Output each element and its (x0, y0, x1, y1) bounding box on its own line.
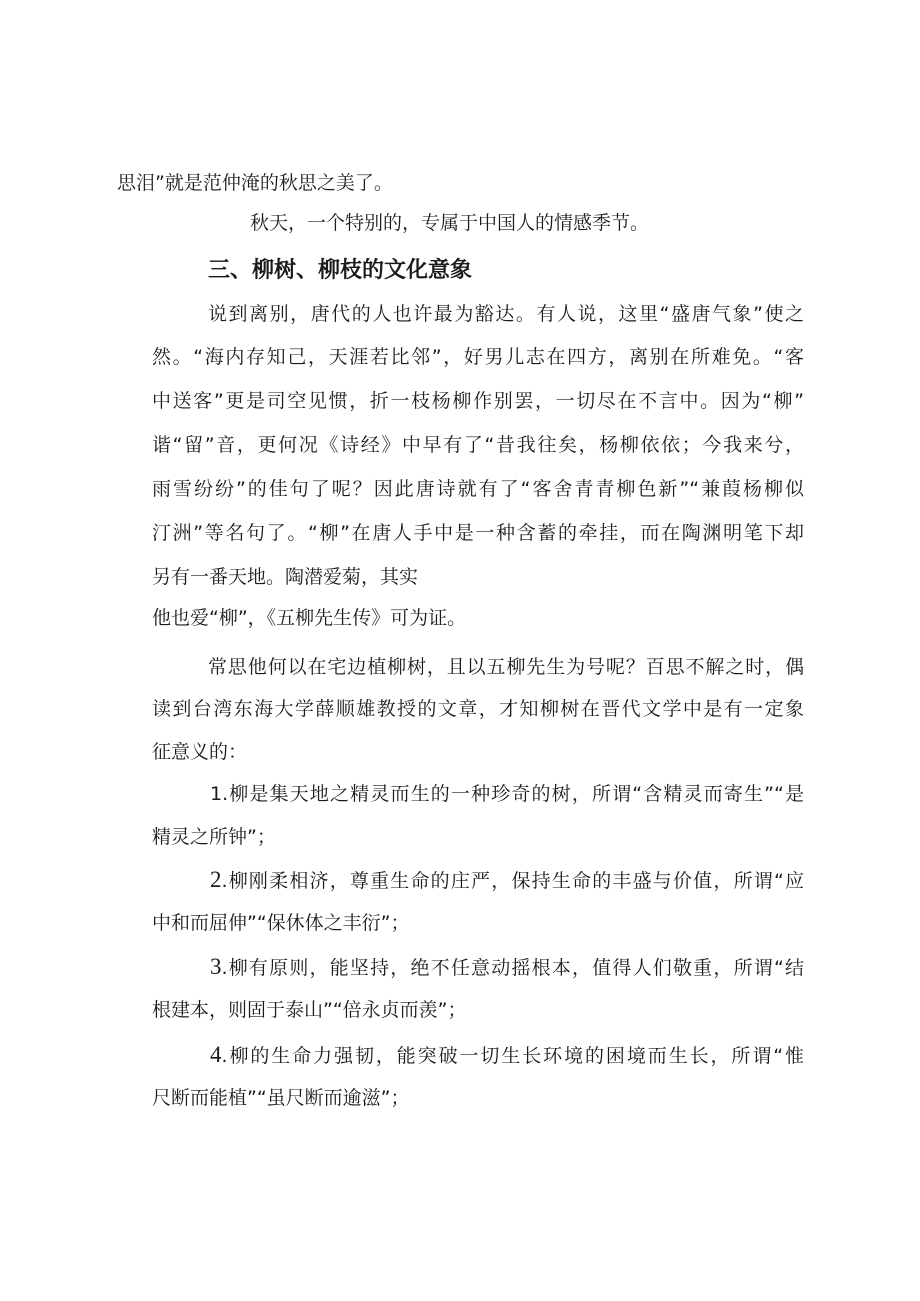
list-item-line (210, 1043, 804, 1068)
list-item-line: 精灵之所钟”； (152, 826, 276, 848)
paragraph-line: 然。“海内存知己，天涯若比邻”，好男儿志在四方，离别在所难免。“客 (152, 346, 804, 368)
paragraph-line: 秋天，一个特别的，专属于中国人的情感季节。 (250, 212, 650, 234)
list-item-line: 根建本，则固于泰山”“倍永贞而羡”； (152, 999, 467, 1021)
paragraph-line: 另有一番天地。陶潜爱菊，其实 (152, 566, 419, 588)
paragraph-line: 征意义的： (152, 741, 248, 763)
list-item-text: .柳有原则，能坚持，绝不任意动摇根本，值得人们敬重，所谓“结 (221, 957, 804, 979)
paragraph-line: 汀洲”等名句了。“柳”在唐人手中是一种含蓄的牵挂，而在陶渊明笔下却 (152, 522, 804, 544)
list-item-line (210, 955, 804, 980)
section-heading: 三、柳树、柳枝的文化意象 (208, 258, 473, 283)
list-item-line: 1.柳是集天地之精灵而生的一种珍奇的树，所谓“含精灵而寄生”“是 (210, 783, 804, 805)
list-item-line: 尺断而能植”“虽尺断而逾滋”； (152, 1087, 410, 1109)
paragraph-line: 中送客”更是司空见惯，折一枝杨柳作别罢，一切尽在不言中。因为“柳” (152, 390, 804, 412)
list-number: 4 (210, 1042, 222, 1067)
paragraph-line: 说到离别，唐代的人也许最为豁达。有人说，这里“盛唐气象”使之 (208, 303, 804, 325)
list-number: 2 (210, 867, 222, 892)
paragraph-line: 读到台湾东海大学薛顺雄教授的文章，才知柳树在晋代文学中是有一定象 (152, 698, 804, 720)
paragraph-line: 谐“留”音，更何况《诗经》中早有了“昔我往矣，杨柳依依；今我来兮， (152, 434, 804, 456)
paragraph-line: 雨雪纷纷”的佳句了呢？因此唐诗就有了“客舍青青柳色新”“兼葭杨柳似 (152, 478, 804, 500)
list-item-text: .柳刚柔相济，尊重生命的庄严，保持生命的丰盛与价值，所谓“应 (221, 870, 804, 892)
list-item-line (210, 868, 804, 893)
paragraph-line: 思泪”就是范仲淹的秋思之美了。 (117, 172, 393, 194)
paragraph-line: 常思他何以在宅边植柳树，且以五柳先生为号呢？百思不解之时，偶 (208, 656, 804, 678)
list-number: 3 (210, 954, 222, 979)
paragraph-line: 他也爱“柳”，《五柳先生传》可为证。 (152, 607, 467, 629)
list-item-line: 中和而屈伸”“保休体之丰衍”； (152, 912, 410, 934)
list-item-text: .柳的生命力强韧，能突破一切生长环境的困境而生长，所谓“惟 (221, 1045, 804, 1067)
